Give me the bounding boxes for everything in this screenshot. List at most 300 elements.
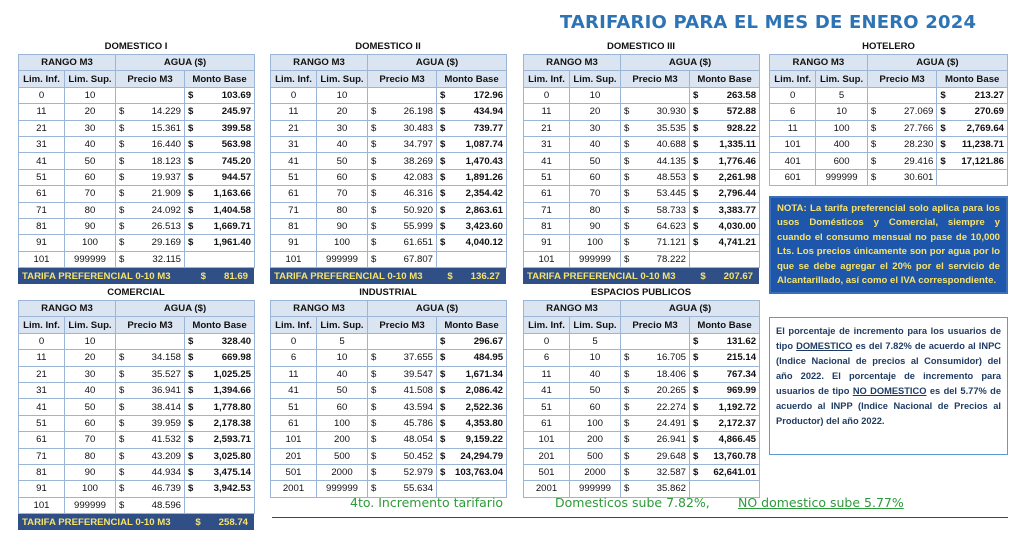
precio	[621, 169, 690, 185]
currency-sign: $	[119, 499, 125, 511]
precio-value: 44.135	[656, 155, 687, 167]
info-text-3: es del 5.77% de acuerdo al INPP (Indice Nacional de Precios al Productor) del año 2022.	[776, 386, 1001, 426]
currency-sign: $	[188, 89, 194, 101]
monto-value: 131.62	[726, 335, 757, 347]
currency-sign: $	[693, 89, 699, 101]
currency-sign: $	[624, 122, 630, 134]
lim-inf: 401	[770, 153, 816, 169]
lim-inf: 61	[19, 186, 65, 202]
currency-sign: $	[440, 204, 446, 216]
monto-value: 62,641.01	[713, 467, 757, 479]
lim-sup: 30	[65, 366, 116, 382]
lim-inf: 41	[524, 382, 570, 398]
monto-value: 4,741.21	[718, 237, 757, 249]
agua-header: AGUA ($)	[621, 301, 760, 317]
table-title: DOMESTICO I	[104, 41, 168, 52]
currency-sign: $	[371, 385, 377, 397]
preferential-rate-row	[523, 268, 759, 284]
currency-sign: $	[624, 434, 630, 446]
table-row	[524, 432, 760, 448]
currency-sign: $	[188, 171, 194, 183]
currency-sign: $	[624, 467, 630, 479]
currency-sign: $	[371, 434, 377, 446]
lim-inf: 61	[271, 186, 317, 202]
table-row	[271, 382, 507, 398]
monto-value: 739.77	[473, 122, 504, 134]
precio-value: 38.269	[403, 155, 434, 167]
lim-sup: 60	[570, 399, 621, 415]
monto	[185, 333, 255, 349]
table-row	[271, 366, 507, 382]
monto	[690, 186, 760, 202]
monto	[690, 448, 760, 464]
lim-sup: 80	[570, 202, 621, 218]
monto-value: 213.27	[974, 89, 1004, 101]
precio-value: 50.452	[403, 450, 434, 462]
precio	[116, 432, 185, 448]
rate-table	[769, 54, 1008, 186]
currency-sign: $	[371, 401, 377, 413]
rate-table	[270, 54, 507, 268]
table-row	[524, 366, 760, 382]
table-title: ESPACIOS PUBLICOS	[590, 287, 692, 298]
lim-inf: 51	[19, 415, 65, 431]
precio	[368, 432, 437, 448]
header-row	[271, 301, 507, 317]
lim-sup: 100	[317, 415, 368, 431]
lim-inf: 0	[19, 333, 65, 349]
currency-sign: $	[440, 155, 446, 167]
lim-inf: 11	[524, 366, 570, 382]
table-row	[770, 153, 1008, 169]
monto	[185, 464, 255, 480]
lim-sup: 50	[570, 382, 621, 398]
precio	[621, 235, 690, 251]
lim-sup: 50	[317, 153, 368, 169]
lim-sup: 100	[570, 235, 621, 251]
lim-sup: 70	[317, 186, 368, 202]
precio-value: 32.115	[152, 253, 182, 265]
monto-value: 1,404.58	[213, 204, 252, 216]
currency-sign: $	[188, 188, 194, 200]
precio-value: 14.229	[151, 106, 182, 118]
col-precio: Precio M3	[621, 317, 690, 333]
currency-sign: $	[371, 204, 377, 216]
lim-inf: 91	[524, 235, 570, 251]
currency-sign: $	[188, 221, 194, 233]
rate-table	[18, 54, 255, 268]
monto	[437, 350, 507, 366]
currency-sign: $	[188, 204, 194, 216]
rango-header: RANGO M3	[524, 55, 621, 71]
precio-value: 22.274	[656, 401, 687, 413]
currency-sign: $	[188, 434, 194, 446]
table-espacios-publicos	[523, 286, 759, 498]
lim-inf: 6	[524, 350, 570, 366]
monto-value: 2,172.37	[718, 417, 757, 429]
monto-value: 3,383.77	[718, 204, 757, 216]
currency-sign: $	[870, 139, 877, 151]
precio-value: 44.934	[151, 467, 182, 479]
precio	[867, 104, 937, 120]
precio	[621, 104, 690, 120]
table-row	[19, 120, 255, 136]
table-row	[770, 136, 1008, 152]
lim-inf: 0	[524, 333, 570, 349]
currency-sign: $	[870, 122, 877, 134]
precio-value: 71.121	[656, 237, 687, 249]
currency-sign: $	[440, 188, 446, 200]
lim-inf: 101	[524, 251, 570, 267]
monto	[185, 186, 255, 202]
table-row	[524, 104, 760, 120]
col-monto: Monto Base	[437, 71, 507, 87]
preferential-rate-note: NOTA: La tarifa preferencial solo aplica para los usos Domésticos y Comercial, siempre y cuando el consumo mensual no pase de 10,000 Lts. Los precios únicamente son por agua por lo que se debe agregar el 20% por el servicio de Alcantarillado, así como el IVA correspondiente.	[769, 196, 1008, 294]
table-row	[19, 382, 255, 398]
precio	[621, 87, 690, 103]
info-text-1: El porcentaje de incremento para los usuarios de tipo	[776, 326, 1001, 351]
precio	[368, 464, 437, 480]
monto	[185, 497, 255, 513]
lim-sup: 999999	[65, 251, 116, 267]
precio	[116, 333, 185, 349]
precio-value: 18.406	[656, 368, 687, 380]
table-row	[19, 464, 255, 480]
col-monto: Monto Base	[690, 317, 760, 333]
lim-sup: 70	[65, 186, 116, 202]
table-row	[271, 235, 507, 251]
lim-sup: 400	[816, 136, 867, 152]
monto-value: 4,866.45	[718, 434, 757, 446]
monto-value: 669.98	[221, 352, 252, 364]
lim-sup: 10	[816, 104, 867, 120]
table-row	[524, 333, 760, 349]
table-row	[271, 120, 507, 136]
precio	[368, 366, 437, 382]
monto-value: 3,423.60	[465, 221, 504, 233]
monto	[185, 169, 255, 185]
table-row	[524, 399, 760, 415]
precio-value: 46.316	[403, 188, 434, 200]
lim-inf: 501	[271, 464, 317, 480]
lim-sup: 70	[65, 432, 116, 448]
table-row	[524, 251, 760, 267]
table-title: DOMESTICO II	[355, 41, 421, 52]
lim-sup: 200	[317, 432, 368, 448]
precio	[116, 415, 185, 431]
rate-table	[523, 300, 760, 498]
monto	[185, 399, 255, 415]
footer-domestic: Domesticos sube 7.82%,	[555, 495, 710, 510]
currency-sign: $	[371, 122, 377, 134]
lim-inf: 0	[271, 87, 317, 103]
precio	[621, 202, 690, 218]
precio	[368, 415, 437, 431]
lim-sup: 10	[317, 350, 368, 366]
preferential-rate-row	[18, 268, 254, 284]
lim-inf: 2001	[271, 481, 317, 497]
lim-inf: 0	[271, 333, 317, 349]
precio	[368, 333, 437, 349]
info-text-2: es del 7.82% de acuerdo al INPC (Indice Nacional de precios al Consumidor) del año 2022. El porcentaje de incremento para usuarios de tipo	[776, 341, 1001, 396]
precio-value: 41.508	[403, 385, 434, 397]
monto-value: 1,669.71	[213, 221, 252, 233]
monto-value: 4,040.12	[465, 237, 504, 249]
monto	[437, 186, 507, 202]
lim-inf: 81	[524, 218, 570, 234]
lim-sup: 2000	[317, 464, 368, 480]
lim-inf: 41	[19, 399, 65, 415]
monto	[690, 169, 760, 185]
table-comercial	[18, 286, 254, 530]
precio	[116, 497, 185, 513]
table-row	[271, 136, 507, 152]
table-row	[19, 366, 255, 382]
currency-sign: $	[440, 237, 446, 249]
monto-value: 2,522.36	[465, 401, 504, 413]
monto	[185, 136, 255, 152]
lim-inf: 71	[271, 202, 317, 218]
precio-value: 30.483	[403, 122, 434, 134]
precio-value: 39.547	[403, 368, 434, 380]
preferential-value: 81.69	[223, 270, 248, 282]
monto	[437, 251, 507, 267]
col-lim_sup: Lim. Sup.	[317, 71, 368, 87]
monto	[690, 235, 760, 251]
currency-sign: $	[119, 237, 125, 249]
lim-inf: 41	[271, 382, 317, 398]
lim-inf: 0	[19, 87, 65, 103]
monto-value: 434.94	[473, 106, 504, 118]
monto-value: 572.88	[726, 106, 757, 118]
lim-sup: 50	[570, 153, 621, 169]
monto-value: 2,261.98	[718, 171, 757, 183]
precio-value: 37.655	[403, 352, 434, 364]
table-row	[19, 153, 255, 169]
subheader-row	[770, 71, 1008, 87]
precio	[116, 153, 185, 169]
precio-value: 45.786	[403, 417, 434, 429]
currency-sign: $	[693, 155, 699, 167]
lim-sup: 90	[65, 464, 116, 480]
monto	[185, 366, 255, 382]
lim-sup: 50	[317, 382, 368, 398]
footer-increment: 4to. Incremento tarifario	[350, 495, 504, 510]
currency-sign: $	[371, 188, 377, 200]
currency-sign: $	[693, 368, 699, 380]
precio	[116, 464, 185, 480]
lim-sup: 200	[570, 432, 621, 448]
currency-sign: $	[371, 237, 377, 249]
lim-inf: 501	[524, 464, 570, 480]
precio-value: 43.594	[403, 401, 434, 413]
precio-value: 58.733	[656, 204, 687, 216]
currency-sign: $	[693, 171, 699, 183]
currency-sign: $	[624, 253, 630, 265]
lim-inf: 51	[19, 169, 65, 185]
preferential-value: 258.74	[218, 516, 248, 528]
monto-value: 969.99	[726, 385, 757, 397]
lim-sup: 100	[816, 120, 867, 136]
currency-sign: $	[188, 106, 194, 118]
preferential-rate-row	[18, 514, 254, 530]
currency-sign: $	[693, 221, 699, 233]
currency-sign: $	[440, 417, 446, 429]
precio-value: 18.123	[151, 155, 182, 167]
preferential-amount	[447, 271, 500, 282]
lim-inf: 101	[19, 497, 65, 513]
precio-value: 19.937	[151, 171, 182, 183]
table-row	[271, 104, 507, 120]
table-row	[524, 202, 760, 218]
precio-value: 24.491	[656, 417, 687, 429]
precio	[116, 120, 185, 136]
currency-sign: $	[693, 188, 699, 200]
table-row	[524, 218, 760, 234]
monto-value: 1,778.80	[213, 401, 252, 413]
subheader-row	[19, 317, 255, 333]
monto-value: 2,354.42	[465, 188, 504, 200]
lim-inf: 71	[524, 202, 570, 218]
lim-sup: 50	[65, 399, 116, 415]
monto	[437, 415, 507, 431]
currency-sign: $	[693, 450, 699, 462]
lim-sup: 5	[317, 333, 368, 349]
precio	[116, 218, 185, 234]
rango-header: RANGO M3	[19, 55, 116, 71]
table-domestico-ii	[270, 40, 506, 284]
col-lim_inf: Lim. Inf.	[19, 71, 65, 87]
table-row	[770, 104, 1008, 120]
col-lim_sup: Lim. Sup.	[317, 317, 368, 333]
table-row	[19, 235, 255, 251]
table-row	[524, 382, 760, 398]
precio	[621, 186, 690, 202]
col-precio: Precio M3	[116, 71, 185, 87]
precio-value: 36.941	[151, 385, 182, 397]
precio	[867, 87, 937, 103]
col-lim_inf: Lim. Inf.	[770, 71, 816, 87]
monto	[937, 169, 1008, 185]
precio-value: 21.909	[151, 188, 182, 200]
table-row	[19, 202, 255, 218]
monto	[185, 350, 255, 366]
lim-sup: 40	[570, 136, 621, 152]
monto-value: 103,763.04	[455, 467, 504, 479]
currency-sign: $	[700, 270, 706, 282]
lim-sup: 60	[317, 399, 368, 415]
precio-value: 27.766	[904, 122, 934, 134]
rate-table	[270, 300, 507, 498]
currency-sign: $	[693, 385, 699, 397]
currency-sign: $	[188, 483, 194, 495]
lim-sup: 50	[65, 153, 116, 169]
lim-inf: 21	[19, 120, 65, 136]
currency-sign: $	[693, 434, 699, 446]
monto-value: 745.20	[221, 155, 252, 167]
monto-value: 1,671.34	[465, 368, 504, 380]
monto-value: 172.96	[473, 89, 504, 101]
table-row	[524, 136, 760, 152]
precio	[368, 104, 437, 120]
table-row	[524, 235, 760, 251]
monto-value: 3,942.53	[213, 483, 252, 495]
lim-sup: 5	[816, 87, 867, 103]
precio-value: 53.445	[656, 188, 687, 200]
currency-sign: $	[188, 237, 194, 249]
table-row	[19, 481, 255, 497]
monto	[437, 333, 507, 349]
precio-value: 26.198	[403, 106, 434, 118]
table-row	[19, 87, 255, 103]
currency-sign: $	[119, 106, 125, 118]
precio-value: 24.092	[151, 204, 182, 216]
currency-sign: $	[371, 368, 377, 380]
currency-sign: $	[624, 139, 630, 151]
currency-sign: $	[870, 106, 877, 118]
monto	[185, 235, 255, 251]
currency-sign: $	[624, 188, 630, 200]
precio-value: 55.634	[403, 483, 434, 495]
currency-sign: $	[371, 171, 377, 183]
monto-value: 3,475.14	[213, 467, 252, 479]
table-row	[271, 186, 507, 202]
precio-value: 42.083	[403, 171, 434, 183]
currency-sign: $	[188, 401, 194, 413]
currency-sign: $	[624, 401, 630, 413]
table-row	[19, 169, 255, 185]
lim-sup: 100	[65, 235, 116, 251]
monto-value: 1,891.26	[465, 171, 504, 183]
precio-value: 35.862	[656, 483, 687, 495]
currency-sign: $	[624, 417, 630, 429]
precio-value: 67.807	[403, 253, 434, 265]
agua-header: AGUA ($)	[116, 301, 255, 317]
precio	[621, 153, 690, 169]
monto	[185, 432, 255, 448]
currency-sign: $	[195, 516, 201, 528]
lim-sup: 60	[65, 415, 116, 431]
lim-inf: 11	[19, 104, 65, 120]
currency-sign: $	[119, 467, 125, 479]
lim-inf: 11	[271, 104, 317, 120]
precio-value: 34.158	[151, 352, 182, 364]
monto-value: 1,192.72	[718, 401, 757, 413]
monto	[185, 481, 255, 497]
col-precio: Precio M3	[621, 71, 690, 87]
subheader-row	[271, 71, 507, 87]
currency-sign: $	[440, 139, 446, 151]
monto-value: 1,087.74	[465, 139, 504, 151]
monto-value: 328.40	[221, 335, 252, 347]
lim-sup: 90	[65, 218, 116, 234]
monto	[937, 136, 1008, 152]
precio	[621, 333, 690, 349]
precio	[368, 169, 437, 185]
preferential-label: TARIFA PREFERENCIAL 0-10 M3	[527, 270, 676, 282]
monto-value: 24,294.79	[460, 450, 504, 462]
lim-sup: 500	[570, 448, 621, 464]
monto	[437, 399, 507, 415]
col-lim_sup: Lim. Sup.	[570, 317, 621, 333]
lim-inf: 61	[524, 415, 570, 431]
currency-sign: $	[119, 155, 125, 167]
header-row	[524, 301, 760, 317]
lim-inf: 51	[524, 169, 570, 185]
lim-inf: 6	[770, 104, 816, 120]
precio-value: 16.705	[656, 352, 687, 364]
agua-header: AGUA ($)	[368, 301, 507, 317]
